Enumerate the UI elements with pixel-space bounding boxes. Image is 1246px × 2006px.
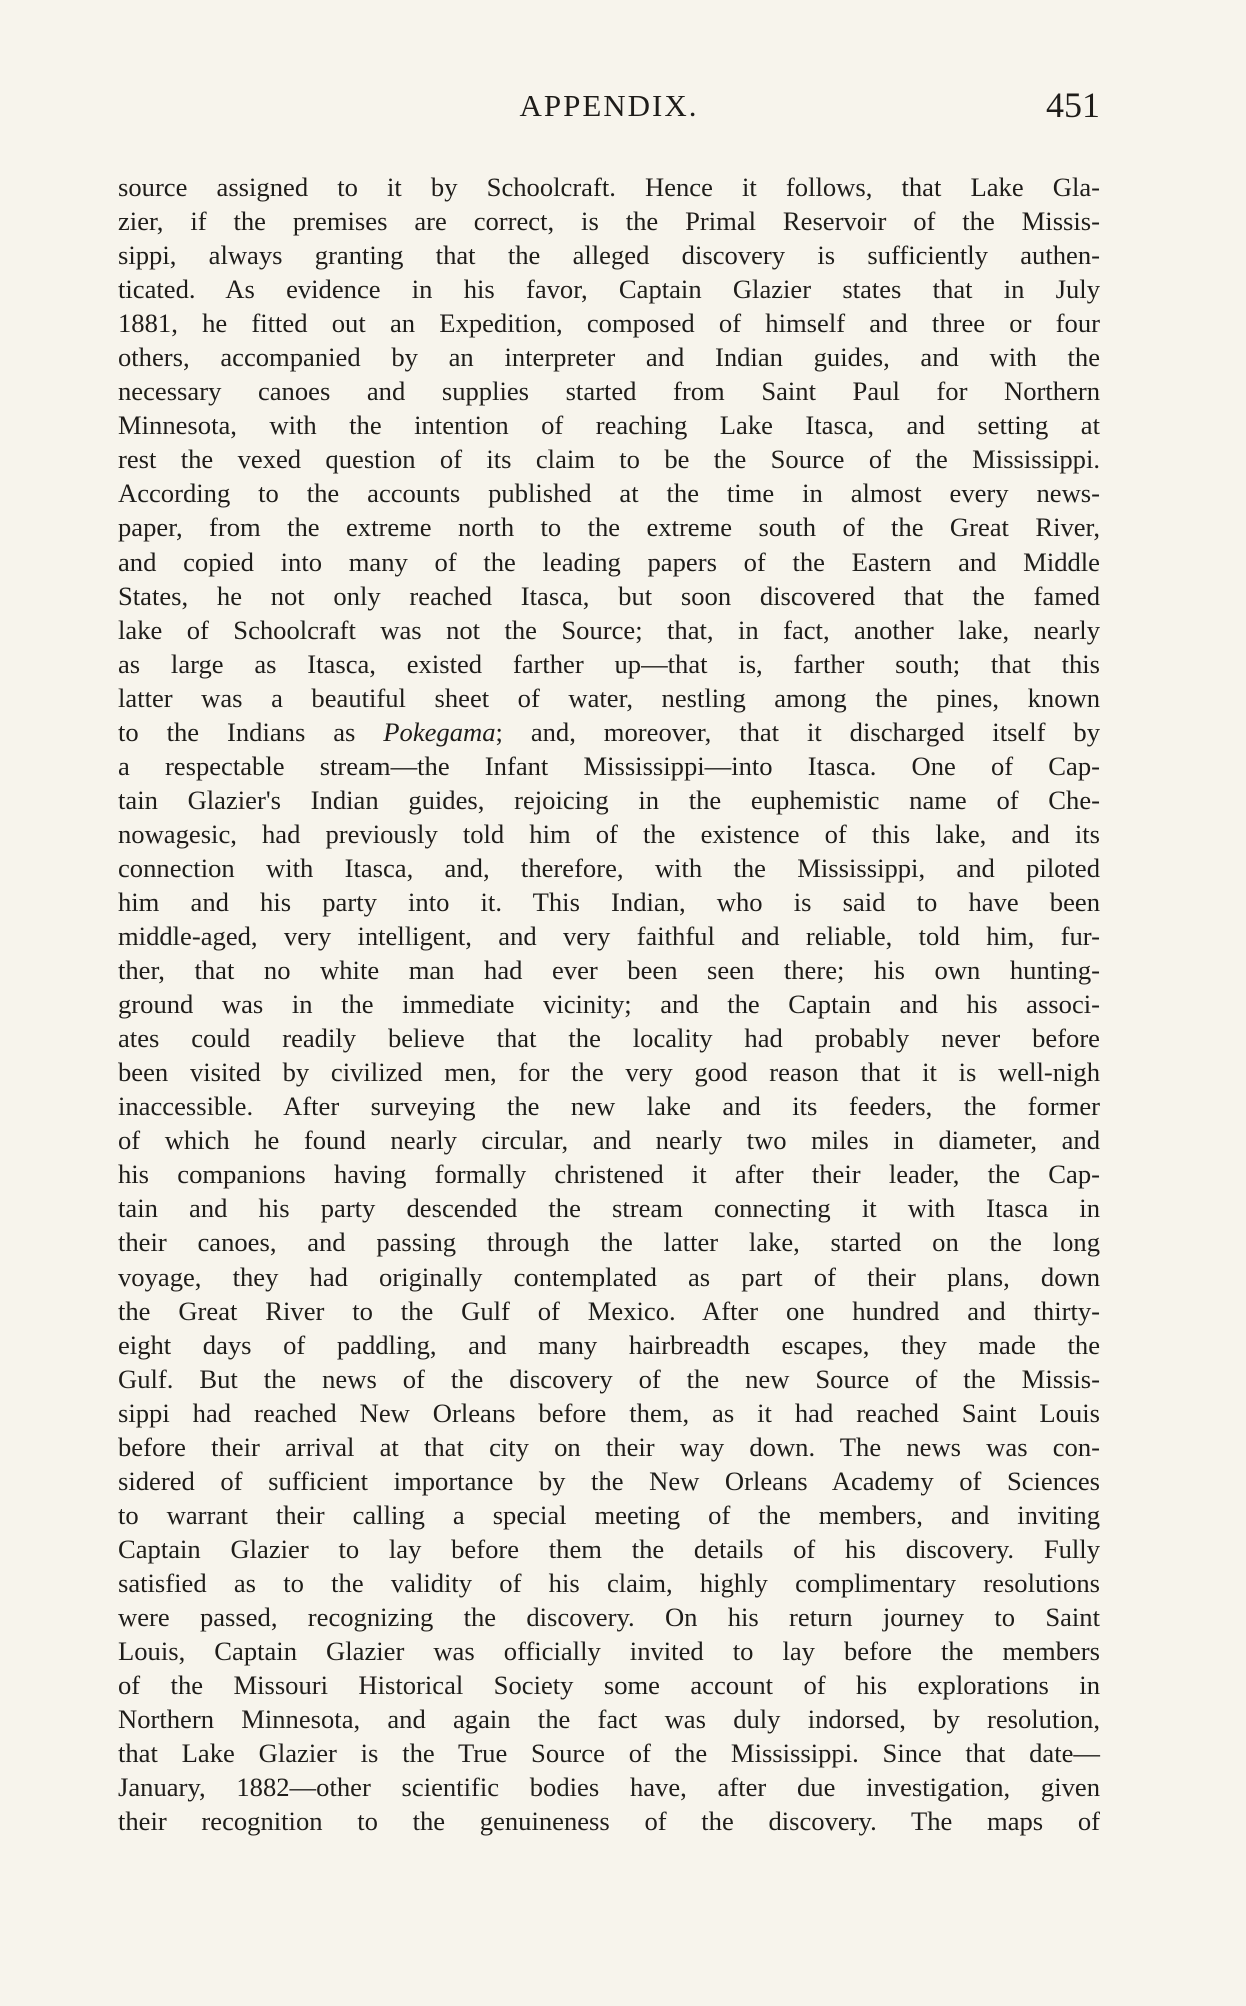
text-line: necessary canoes and supplies started from Saint Paul for Northern — [118, 376, 1100, 407]
text-line: their canoes, and passing through the latter lake, started on the long — [118, 1227, 1100, 1258]
text-line: been visited by civilized men, for the very good reason that it is well-nigh — [118, 1057, 1100, 1088]
text-line: paper, from the extreme north to the extreme south of the Great River, — [118, 512, 1100, 543]
text-line: latter was a beautiful sheet of water, nestling among the pines, known — [118, 682, 1100, 713]
text-line: ates could readily believe that the locality had probably never before — [118, 1023, 1100, 1054]
text-line: Louis, Captain Glazier was officially invited to lay before the members — [118, 1636, 1100, 1667]
text-line: before their arrival at that city on their way down. The news was con- — [118, 1431, 1100, 1462]
text-line: as large as Itasca, existed farther up—that is, farther south; that this — [118, 648, 1100, 679]
text-line: tain and his party descended the stream connecting it with Itasca in — [118, 1193, 1100, 1224]
text-line: eight days of paddling, and many hairbreadth escapes, they made the — [118, 1329, 1100, 1360]
text-line: sippi had reached New Orleans before them, as it had reached Saint Louis — [118, 1397, 1100, 1428]
page-number: 451 — [1046, 85, 1100, 125]
text-line: ther, that no white man had ever been seen there; his own hunting- — [118, 955, 1100, 986]
text-line: source assigned to it by Schoolcraft. Hence it follows, that Lake Gla- — [118, 172, 1100, 202]
text-line: to warrant their calling a special meeting of the members, and inviting — [118, 1499, 1100, 1530]
text-line: middle-aged, very intelligent, and very faithful and reliable, told him, fur- — [118, 921, 1100, 952]
text-line: sippi, always granting that the alleged discovery is sufficiently authen- — [118, 240, 1100, 271]
text-line: nowagesic, had previously told him of the existence of this lake, and its — [118, 818, 1100, 849]
text-line: zier, if the premises are correct, is the Primal Reservoir of the Missis- — [118, 206, 1100, 237]
text-line: a respectable stream—the Infant Mississippi—into Itasca. One of Cap- — [118, 750, 1100, 781]
text-line: Northern Minnesota, and again the fact was duly indorsed, by resolution, — [118, 1704, 1100, 1735]
text-line: their recognition to the genuineness of the discovery. The maps of — [118, 1806, 1100, 1837]
text-line: his companions having formally christened it after their leader, the Cap- — [118, 1159, 1100, 1190]
text-line: and copied into many of the leading papers of the Eastern and Middle — [118, 546, 1100, 577]
text-line: of the Missouri Historical Society some account of his explorations in — [118, 1670, 1100, 1701]
text-line: lake of Schoolcraft was not the Source; that, in fact, another lake, nearly — [118, 614, 1100, 645]
text-line: Minnesota, with the intention of reaching Lake Itasca, and setting at — [118, 410, 1100, 441]
text-line: ground was in the immediate vicinity; and the Captain and his associ- — [118, 989, 1100, 1020]
text-line: of which he found nearly circular, and nearly two miles in diameter, and — [118, 1125, 1100, 1156]
text-line: satisfied as to the validity of his claim, highly complimentary resolutions — [118, 1567, 1100, 1598]
page-header — [118, 84, 1100, 134]
text-line: that Lake Glazier is the True Source of the Mississippi. Since that date— — [118, 1738, 1100, 1769]
text-line: 1881, he fitted out an Expedition, composed of himself and three or four — [118, 308, 1100, 339]
text-line: Captain Glazier to lay before them the details of his discovery. Fully — [118, 1533, 1100, 1564]
text-line: January, 1882—other scientific bodies have, after due investigation, given — [118, 1772, 1100, 1803]
text-line: States, he not only reached Itasca, but soon discovered that the famed — [118, 580, 1100, 611]
text-line: the Great River to the Gulf of Mexico. After one hundred and thirty- — [118, 1295, 1100, 1326]
text-line: others, accompanied by an interpreter and Indian guides, and with the — [118, 342, 1100, 373]
italic-term: Pokegama — [383, 716, 496, 747]
text-line: sidered of sufficient importance by the New Orleans Academy of Sciences — [118, 1465, 1100, 1496]
text-line: ticated. As evidence in his favor, Captain Glazier states that in July — [118, 274, 1100, 305]
text-line: to the Indians as Pokegama; and, moreover, that it discharged itself by — [118, 716, 1100, 747]
running-head: APPENDIX. — [519, 88, 699, 123]
text-line: voyage, they had originally contemplated as part of their plans, down — [118, 1261, 1100, 1292]
text-line: were passed, recognizing the discovery. On his return journey to Saint — [118, 1601, 1100, 1632]
text-line: him and his party into it. This Indian, who is said to have been — [118, 886, 1100, 917]
text-line: tain Glazier's Indian guides, rejoicing in the euphemistic name of Che- — [118, 784, 1100, 815]
body-paragraph — [118, 170, 1100, 1838]
text-line: Gulf. But the news of the discovery of the new Source of the Missis- — [118, 1363, 1100, 1394]
text-line: inaccessible. After surveying the new lake and its feeders, the former — [118, 1091, 1100, 1122]
text-line: connection with Itasca, and, therefore, with the Mississippi, and piloted — [118, 852, 1100, 883]
text-line: rest the vexed question of its claim to be the Source of the Mississippi. — [118, 444, 1100, 475]
text-line: According to the accounts published at the time in almost every news- — [118, 478, 1100, 509]
